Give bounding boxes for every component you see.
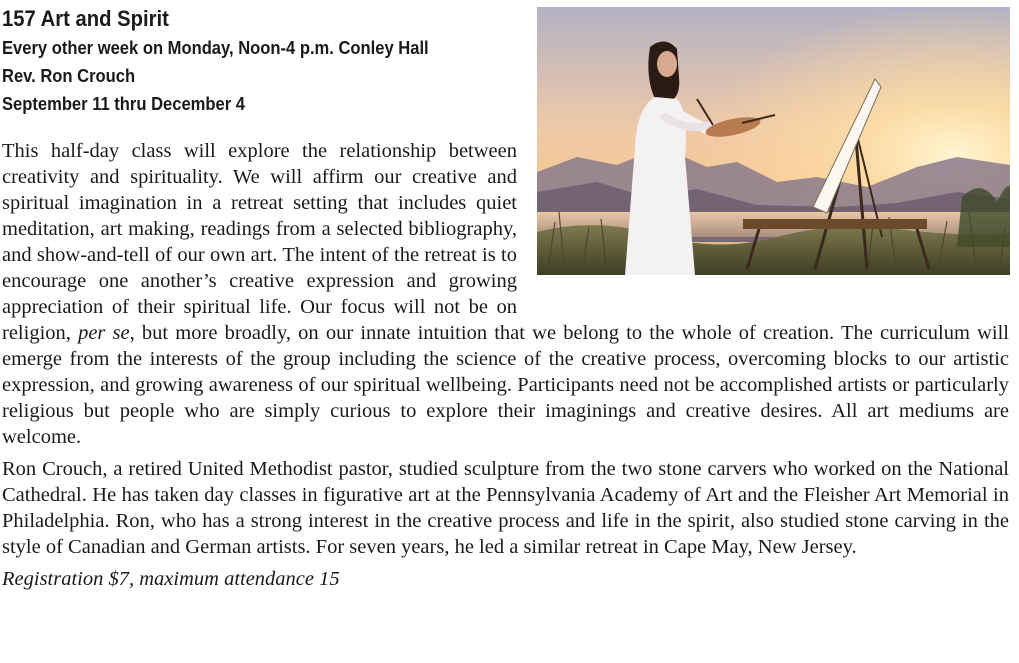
course-body [2,138,1009,592]
instructor-bio: Ron Crouch, a retired United Methodist pastor, studied sculpture from the two stone carvers who worked on the National Cathedral. He has taken day classes in figurative art at the Pennsylvania Academy of Art and the Fleisher Art Memorial in Philadelphia. Ron, who has a strong interest in the creative process and life in the spirit, also studied stone carving in the style of Canadian and German artists. For seven years, he led a similar retreat in Cape May, New Jersey. [2,458,1009,558]
description-part-1: This half-day class will explore the relationship between creativity and spirituality. We will affirm our creative and spiritual imagination in a retreat setting that includes quiet meditation, art making, readings from a selected bibliography, and show-and-tell of our own art. The intent of the retreat is to encourage one another’s creative expression and growing appreciation of their spiritual life. Our focus will not be on religion, [2,140,517,344]
course-header [2,4,532,118]
course-instructor: Rev. Ron Crouch [2,66,136,86]
course-schedule: Every other week on Monday, Noon-4 p.m. Conley Hall [2,38,429,58]
photo-wrap-spacer [517,138,1009,313]
description-part-2: , but more broadly, on our innate intuition that we belong to the whole of creation. The curriculum will emerge from the interests of the group including the science of the creative process, overcoming blocks to our artistic expression, and growing awareness of our spiritual wellbeing. Participants need not be accomplished artists or particularly religious but people who are simply curious to explore their imaginings and creative desires. All art mediums are welcome. [2,322,1010,448]
registration-info: Registration $7, maximum attendance 15 [2,568,340,590]
description-emphasis: per se [78,322,130,344]
course-title: 157 Art and Spirit [2,6,169,31]
course-dates: September 11 thru December 4 [2,94,245,114]
